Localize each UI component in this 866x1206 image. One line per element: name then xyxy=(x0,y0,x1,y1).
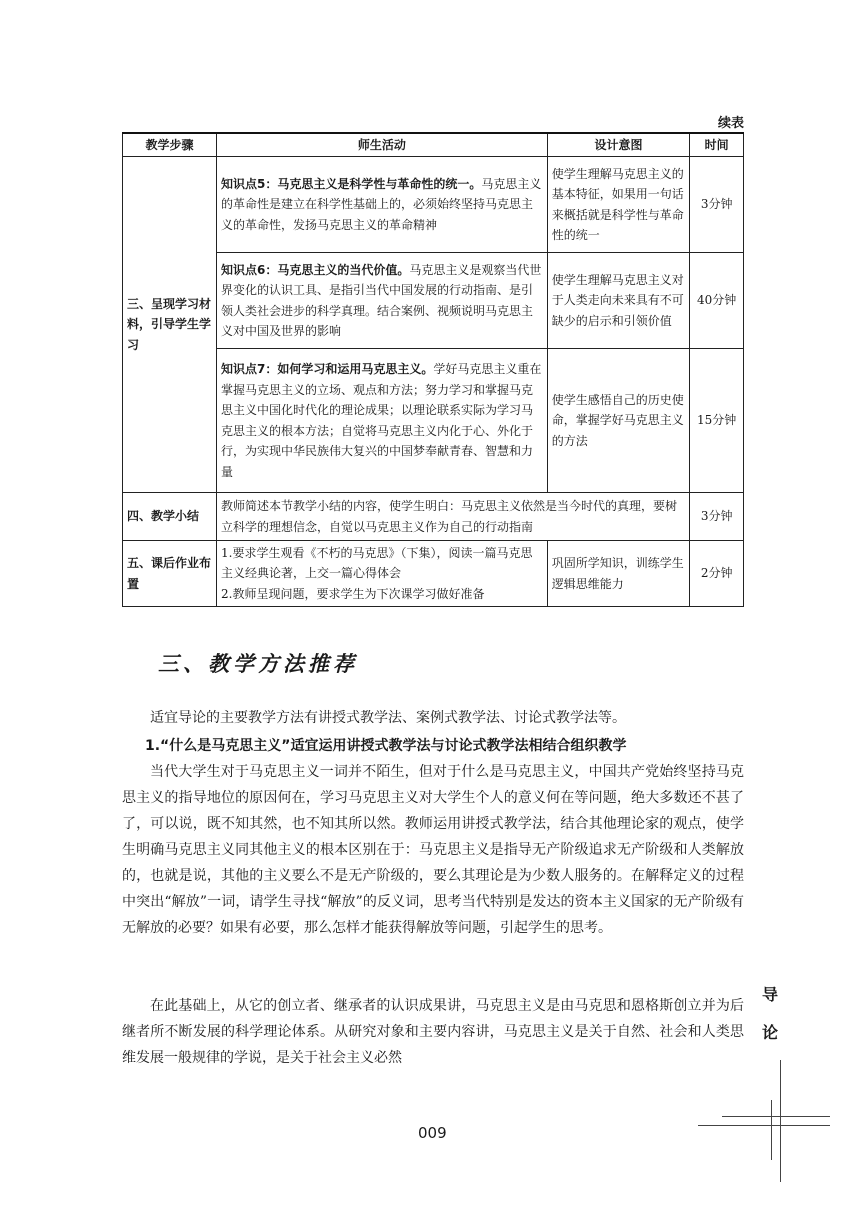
table-row xyxy=(123,349,744,493)
knowledge-point-title: 知识点5：马克思主义是科学性与革命性的统一。 xyxy=(221,176,482,191)
knowledge-point-body: 马克思主义的革命性是建立在科学性基础上的，必须始终坚持马克思主义的革命性，发扬马克思主义的革命精神 xyxy=(221,176,542,232)
knowledge-point-body: 学好马克思主义重在掌握马克思主义的立场、观点和方法；努力学习和掌握马克思主义中国化时代化的理论成果；以理论联系实际为学习马克思主义的根本方法；自觉将马克思主义内化于心、外化于行，为实现中华民族伟大复兴的中国梦奉献青春、智慧和力量 xyxy=(221,362,542,479)
side-label-char: 导 xyxy=(762,985,779,1004)
section-title: 三、教学方法推荐 xyxy=(158,651,358,676)
crop-mark-horizontal xyxy=(722,1116,830,1117)
intent-cell: 使学生理解马克思主义的基本特征，如果用一句话来概括就是科学性与革命性的统一 xyxy=(547,157,690,253)
time-cell: 3分钟 xyxy=(690,493,744,541)
table-header-row xyxy=(123,133,744,157)
continued-label: 续表 xyxy=(717,116,744,131)
header-step: 教学步骤 xyxy=(123,133,217,157)
activity-cell xyxy=(217,253,548,349)
time-cell: 15分钟 xyxy=(690,349,744,493)
knowledge-point-title: 知识点7：如何学习和运用马克思主义。 xyxy=(221,362,434,376)
header-time: 时间 xyxy=(690,133,744,157)
activity-cell xyxy=(217,349,548,493)
intro-paragraph: 适宜导论的主要教学方法有讲授式教学法、案例式教学法、讨论式教学法等。 xyxy=(150,710,626,726)
header-intent: 设计意图 xyxy=(547,133,690,157)
activity-cell xyxy=(217,541,548,607)
activity-cell xyxy=(217,157,548,253)
crop-mark-vertical xyxy=(780,1060,781,1182)
table-row xyxy=(123,541,744,607)
time-cell: 40分钟 xyxy=(690,253,744,349)
step-cell: 四、教学小结 xyxy=(123,493,217,541)
homework-line: 1.要求学生观看《不朽的马克思》（下集），阅读一篇马克思主义经典论著，上交一篇心得体会 xyxy=(221,545,533,581)
lesson-table xyxy=(122,132,744,607)
side-label-char: 论 xyxy=(762,1023,779,1042)
header-activity: 师生活动 xyxy=(217,133,548,157)
page-number: 009 xyxy=(418,1124,447,1142)
time-cell: 2分钟 xyxy=(690,541,744,607)
table-row xyxy=(123,157,744,253)
crop-mark-horizontal xyxy=(698,1125,830,1126)
activity-cell: 教师简述本节教学小结的内容，使学生明白：马克思主义依然是当今时代的真理，要树立科学的理想信念，自觉以马克思主义作为自己的行动指南 xyxy=(217,493,690,541)
body-paragraph: 在此基础上，从它的创立者、继承者的认识成果讲，马克思主义是由马克思和恩格斯创立并为后继者所不断发展的科学理论体系。从研究对象和主要内容讲，马克思主义是关于自然、社会和人类思维发展一般规律的学说，是关于社会主义必然 xyxy=(122,998,744,1066)
body-paragraph: 当代大学生对于马克思主义一词并不陌生，但对于什么是马克思主义，中国共产党始终坚持马克思主义的指导地位的原因何在，学习马克思主义对大学生个人的意义何在等问题，绝大多数还不甚了了，可以说，既不知其然，也不知其所以然。教师运用讲授式教学法，结合其他理论家的观点，使学生明确马克思主义同其他主义的根本区别在于：马克思主义是指导无产阶级追求无产阶级和人类解放的，也就是说，其他的主义要么不是无产阶级的，要么其理论是为少数人服务的。在解释定义的过程中突出“解放”一词，请学生寻找“解放”的反义词，思考当代特别是发达的资本主义国家的无产阶级有无解放的必要？如果有必要，那么怎样才能获得解放等问题，引起学生的思考。 xyxy=(122,764,744,936)
intent-cell: 巩固所学知识，训练学生逻辑思维能力 xyxy=(547,541,690,607)
homework-line: 2.教师呈现问题，要求学生为下次课学习做好准备 xyxy=(221,586,485,601)
knowledge-point-title: 知识点6：马克思主义的当代价值。 xyxy=(221,262,410,277)
table-row xyxy=(123,253,744,349)
time-cell: 3分钟 xyxy=(690,157,744,253)
subheading: 1.“什么是马克思主义”适宜运用讲授式教学法与讨论式教学法相结合组织教学 xyxy=(145,738,627,754)
intent-cell: 使学生感悟自己的历史使命，掌握学好马克思主义的方法 xyxy=(547,349,690,493)
crop-mark-vertical xyxy=(771,1100,772,1160)
step-cell: 三、呈现学习材料，引导学生学习 xyxy=(123,157,217,493)
knowledge-point-body: 马克思主义是观察当代世界变化的认识工具、是指引当代中国发展的行动指南、是引领人类社会进步的科学真理。结合案例、视频说明马克思主义对中国及世界的影响 xyxy=(221,262,542,338)
intent-cell: 使学生理解马克思主义对于人类走向未来具有不可缺少的启示和引领价值 xyxy=(547,253,690,349)
table-row xyxy=(123,493,744,541)
step-cell: 五、课后作业布置 xyxy=(123,541,217,607)
